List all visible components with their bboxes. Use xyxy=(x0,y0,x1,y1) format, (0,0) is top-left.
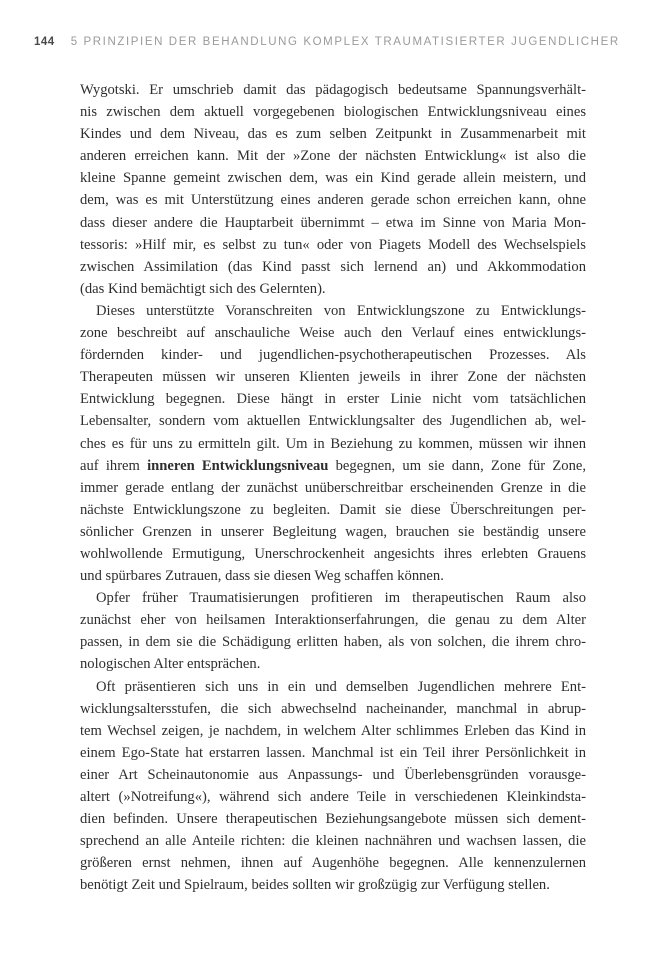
text-line: altert (»Notreifung«), während sich andere Teile in verschiedenen Kleinkindsta- xyxy=(80,789,586,805)
text-line: sönlicher Grenzen in unserer Begleitung wagen, brauchen sie beständig unsere xyxy=(80,523,586,540)
running-title: 5 PRINZIPIEN DER BEHANDLUNG KOMPLEX TRAUMATISIERTER JUGENDLICHER xyxy=(70,36,620,48)
text-line: dem, was es mit Unterstützung eines anderen gerade schon erreichen kann, ohne xyxy=(80,192,586,209)
text-line: (das Kind bemächtigt sich des Gelernten). xyxy=(80,280,326,297)
text-line: immer gerade entlang der zunächst unüberschreitbar erscheinenden Grenze in die xyxy=(80,479,586,496)
text-line: größeren ernst nehmen, ihnen auf Augenhöhe begegnen. Alle kennenzulernen xyxy=(80,855,586,872)
text-line: Dieses unterstützte Voranschreiten von Entwicklungszone zu Entwicklungs- xyxy=(96,302,586,319)
text-line: Therapeuten müssen wir unseren Klienten jeweils in ihrer Zone der nächsten xyxy=(80,369,586,386)
paragraph-1 xyxy=(80,79,586,300)
text-line: zwischen Assimilation (das Kind passt sich lernend an) und Akkommodation xyxy=(80,258,586,275)
text-fragment: begegnen, um sie dann, Zone für Zone, xyxy=(328,457,586,474)
text-line: Opfer früher Traumatisierungen profitieren im therapeutischen Raum also xyxy=(96,590,586,607)
body-text xyxy=(80,79,586,896)
bold-term: inneren Entwicklungsniveau xyxy=(147,457,329,474)
text-line: dien befinden. Unsere therapeutischen Beziehungsangebote müssen sich dement- xyxy=(80,811,586,828)
text-line: tem Wechsel zeigen, je nachdem, in welchem Alter schlimmes Erleben das Kind in xyxy=(80,722,586,739)
page-number: 144 xyxy=(34,36,55,48)
text-line: benötigt Zeit und Spielraum, beides sollten wir großzügig zur Verfügung stellen. xyxy=(80,877,550,894)
paragraph-4 xyxy=(80,676,586,897)
text-line: kleine Spanne gemeint zwischen dem, was ein Kind gerade allein meistern, und xyxy=(80,170,586,187)
text-line: passen, in dem sie die Schädigung erlitten haben, als von solchen, die ihrem chro- xyxy=(80,634,586,651)
text-line: zone beschreibt auf anschauliche Weise auch den Verlauf eines entwicklungs- xyxy=(80,325,586,342)
text-line: nologischen Alter entsprächen. xyxy=(80,656,261,673)
text-line: Lebensalter, sondern vom aktuellen Entwicklungsalter des Jugendlichen ab, wel- xyxy=(80,413,586,430)
text-line: wicklungsaltersstufen, die sich abwechselnd nacheinander, manchmal in abrup- xyxy=(80,700,586,717)
text-line: Entwicklung begegnen. Diese hängt in erster Linie nicht vom tatsächlichen xyxy=(80,391,586,408)
text-line: nächste Entwicklungszone zu begleiten. Damit sie diese Überschreitungen per- xyxy=(80,501,586,518)
paragraph-2 xyxy=(80,300,586,587)
text-line: zunächst eher von heilsamen Interaktionserfahrungen, die genau zu dem Alter xyxy=(80,612,586,629)
text-line: wohlwollende Ermutigung, Unerschrockenheit angesichts ihres erlebten Grauens xyxy=(80,545,586,562)
text-line-with-bold xyxy=(80,455,586,477)
running-header xyxy=(34,36,620,48)
text-line: anderen erreichen kann. Mit der »Zone der nächsten Entwicklung« ist also die xyxy=(80,148,586,165)
text-line: dass dieser andere die Hauptarbeit übernimmt – etwa im Sinne von Maria Mon- xyxy=(80,214,586,231)
text-line: einem Ego-State hat erstarren lassen. Manchmal ist ein Teil ihrer Persönlichkeit in xyxy=(80,744,586,761)
text-line: Kindes und dem Niveau, das es zum selben Zeitpunkt in Zusammenarbeit mit xyxy=(80,126,586,143)
text-line: ches es für uns zu ermitteln gilt. Um in Beziehung zu kommen, müssen wir ihnen xyxy=(80,435,586,452)
paragraph-3 xyxy=(80,587,586,675)
text-line: einer Art Scheinautonomie aus Anpassungs- und Überlebensgründen vorausge- xyxy=(80,766,586,783)
text-line: fördernden kinder- und jugendlichen-psychotherapeutischen Prozesses. Als xyxy=(80,347,586,364)
text-line: Oft präsentieren sich uns in ein und demselben Jugendlichen mehrere Ent- xyxy=(96,678,586,695)
text-fragment: auf ihrem xyxy=(80,457,148,474)
text-line: sprechend an alle Anteile richten: die kleinen nachnähren und wachsen lassen, die xyxy=(80,833,586,850)
text-line: und spürbares Zutrauen, dass sie diesen Weg schaffen können. xyxy=(80,568,444,585)
text-line: Wygotski. Er umschrieb damit das pädagogisch bedeutsame Spannungsverhält- xyxy=(80,82,586,98)
text-line: nis zwischen dem aktuell vorgegebenen biologischen Entwicklungsniveau eines xyxy=(80,104,586,121)
text-line: tessoris: »Hilf mir, es selbst zu tun« oder von Piagets Modell des Wechselspiels xyxy=(80,236,586,253)
